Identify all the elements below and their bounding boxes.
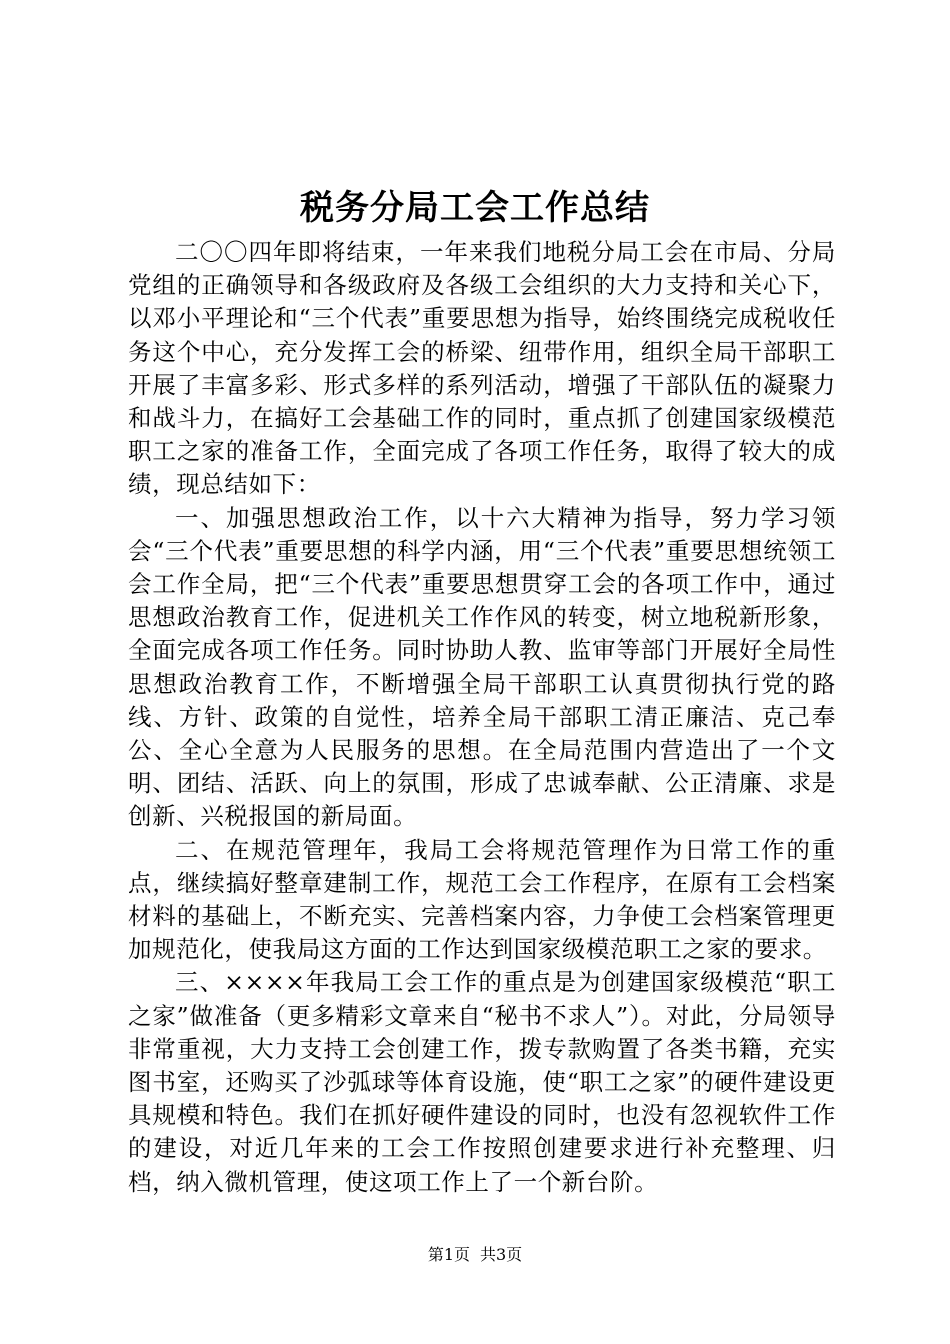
page-number-total: 共3页 [480, 1245, 523, 1264]
document-title: 税务分局工会工作总结 [300, 188, 650, 228]
paragraph-section-1: 一、加强思想政治工作，以十六大精神为指导，努力学习领会“三个代表”重要思想的科学内涵，用“三个代表”重要思想统领工会工作全局，把“三个代表”重要思想贯穿工会的各项工作中，通过思想政治教育工作，促进机关工作作风的转变，树立地税新形象，全面完成各项工作任务。同时协助人教、监审等部门开展好全局性思想政治教育工作，不断增强全局干部职工认真贯彻执行党的路线、方针、政策的自觉性，培养全局干部职工清正廉洁、克己奉公、全心全意为人民服务的思想。在全局范围内营造出了一个文明、团结、活跃、向上的氛围，形成了忠诚奉献、公正清廉、求是创新、兴税报国的新局面。 [128, 503, 836, 831]
paragraph-intro: 二〇〇四年即将结束，一年来我们地税分局工会在市局、分局党组的正确领导和各级政府及各级工会组织的大力支持和关心下，以邓小平理论和“三个代表”重要思想为指导，始终围绕完成税收任务这个中心，充分发挥工会的桥梁、纽带作用，组织全局干部职工开展了丰富多彩、形式多样的系列活动，增强了干部队伍的凝聚力和战斗力，在搞好工会基础工作的同时，重点抓了创建国家级模范职工之家的准备工作，全面完成了各项工作任务，取得了较大的成绩，现总结如下： [128, 238, 836, 499]
page-number-current: 第1页 [427, 1245, 470, 1264]
paragraph-section-2: 二、在规范管理年，我局工会将规范管理作为日常工作的重点，继续搞好整章建制工作，规范工会工作程序，在原有工会档案材料的基础上，不断充实、完善档案内容，力争使工会档案管理更加规范化，使我局这方面的工作达到国家级模范职工之家的要求。 [128, 835, 836, 964]
paragraph-section-3: 三、××××年我局工会工作的重点是为创建国家级模范“职工之家”做准备（更多精彩文章来自“秘书不求人”）。对此，分局领导非常重视，大力支持工会创建工作，拨专款购置了各类书籍，充实图书室，还购买了沙弧球等体育设施，使“职工之家”的硬件建设更具规模和特色。我们在抓好硬件建设的同时，也没有忽视软件工作的建设，对近几年来的工会工作按照创建要求进行补充整理、归档，纳入微机管理，使这项工作上了一个新台阶。 [128, 968, 836, 1196]
document-body [128, 236, 836, 1199]
page-footer [0, 1244, 950, 1266]
